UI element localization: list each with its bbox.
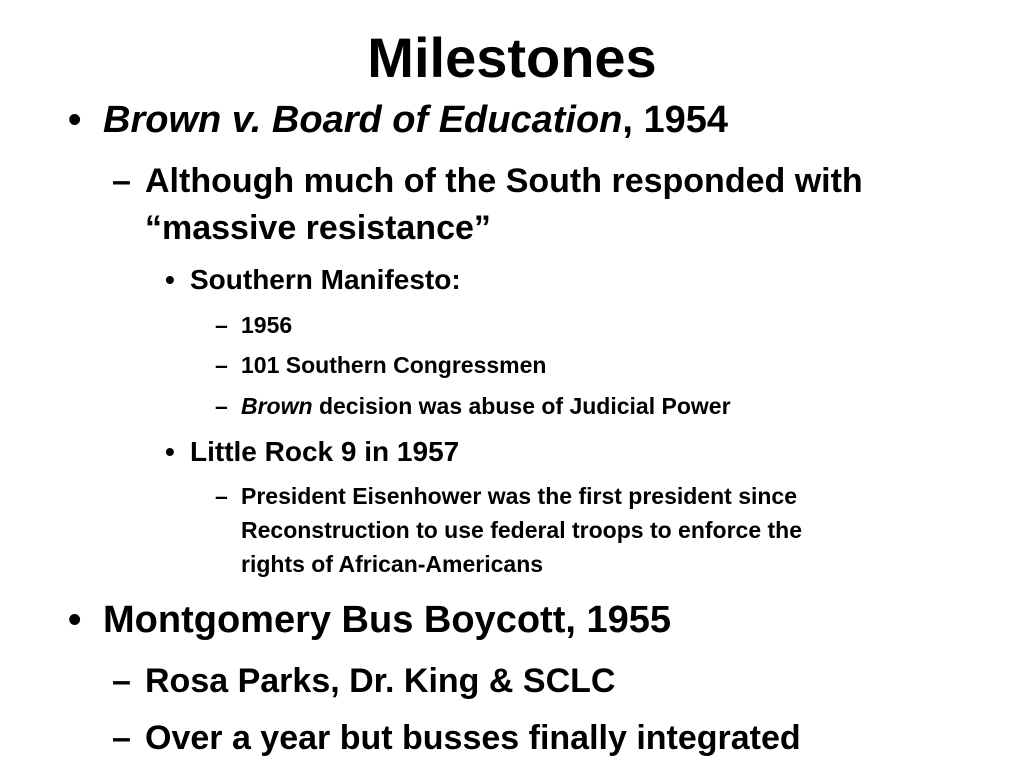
manifesto-label: Southern Manifesto:	[190, 264, 461, 295]
eisenhower-line-1: President Eisenhower was the first president since	[241, 483, 798, 509]
bullet-dot: •	[165, 264, 175, 295]
slide-title: Milestones	[367, 26, 657, 89]
bullet-dash: –	[112, 662, 131, 700]
bullet-dash: –	[112, 719, 131, 757]
bullet-dot: •	[165, 436, 175, 467]
little-rock-label: Little Rock 9 in 1957	[190, 436, 460, 467]
eisenhower-line-2: Reconstruction to use federal troops to enforce the	[241, 517, 803, 543]
resistance-line-1: Although much of the South responded with	[145, 162, 863, 200]
bullet-dot: •	[68, 599, 82, 641]
bullet-dash: –	[112, 162, 131, 200]
bullet-dash: –	[215, 393, 228, 419]
case-name: Brown v. Board of Education	[103, 99, 623, 141]
eisenhower-line-3: rights of African-Americans	[241, 551, 544, 577]
montgomery-point: Over a year but busses finally integrated	[145, 719, 801, 757]
case-year: , 1954	[622, 99, 729, 141]
montgomery-point: Rosa Parks, Dr. King & SCLC	[145, 662, 616, 700]
manifesto-point: 101 Southern Congressmen	[241, 352, 547, 378]
bullet-dot: •	[68, 99, 82, 141]
brown-italic: Brown	[241, 393, 313, 419]
bullet-dash: –	[215, 352, 228, 378]
resistance-line-2: “massive resistance”	[145, 209, 491, 247]
bullet-dash: –	[215, 312, 228, 338]
item-montgomery-heading: Montgomery Bus Boycott, 1955	[103, 599, 671, 641]
brown-decision-text: decision was abuse of Judicial Power	[312, 393, 731, 419]
manifesto-point: 1956	[241, 312, 293, 338]
bullet-dash: –	[215, 483, 228, 509]
item-brown-heading	[103, 98, 728, 142]
manifesto-point	[241, 389, 731, 423]
